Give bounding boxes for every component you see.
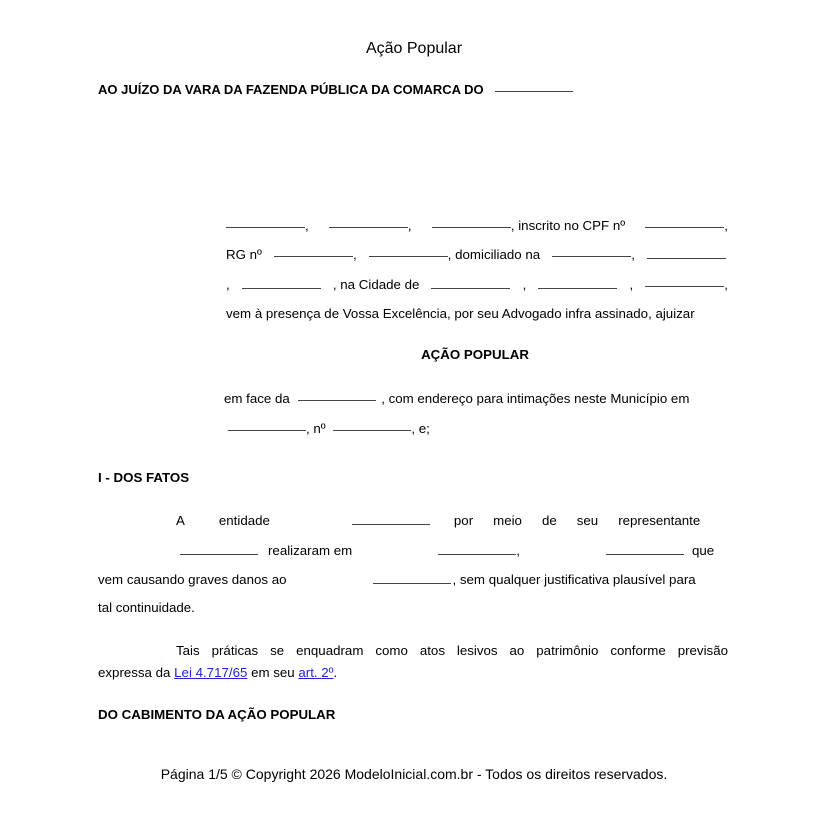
word: patrimônio [536,643,599,658]
separator: , [407,218,412,233]
word: enquadram [296,643,364,658]
address-label: , com endereço para intimações neste Município em [381,391,690,406]
separator: , [724,277,728,292]
qualification-line-2 [226,247,726,262]
separator: , [352,247,357,262]
addressee-line [98,82,573,97]
blank-field[interactable] [431,288,510,289]
document-title: Ação Popular [365,40,463,57]
section-heading-cabimento: DO CABIMENTO DA AÇÃO POPULAR [98,707,336,722]
blank-field[interactable] [373,583,451,584]
text: realizaram em [268,543,353,558]
blank-field[interactable] [645,286,724,287]
word: entidade [218,513,270,528]
facts-p1-line-3 [98,572,730,587]
section-heading-facts: I - DOS FATOS [98,470,190,485]
word: meio [493,513,522,528]
separator: , [724,218,728,233]
action-title: AÇÃO POPULAR [421,347,529,362]
blank-field[interactable] [369,256,448,257]
cpf-label: , inscrito no CPF nº [510,218,626,233]
text: em seu [251,665,295,680]
word: ao [509,643,525,658]
separator: , [629,277,634,292]
separator: , [226,277,230,292]
domicile-label: , domiciliado na [447,247,541,262]
blank-field[interactable] [242,288,321,289]
text: que [691,543,715,558]
blank-field[interactable] [432,227,511,228]
separator: , [516,543,520,558]
word: atos [419,643,445,658]
blank-field[interactable] [495,91,573,92]
facts-p1-line-1 [176,513,722,528]
separator: , [305,218,309,233]
blank-field[interactable] [329,227,408,228]
qualification-line-4: vem à presença de Vossa Excelência, por seu Advogado infra assinado, ajuizar [226,306,695,321]
word: previsão [677,643,728,658]
qualification-line-3 [226,277,728,292]
blank-field[interactable] [645,227,724,228]
separator: , [631,247,635,262]
defendant-label: em face da [224,391,290,406]
word: se [270,643,285,658]
facts-p1-line-2 [180,543,728,558]
text: , sem qualquer justificativa plausível para [452,572,696,587]
blank-field[interactable] [274,256,353,257]
defendant-line-1 [224,391,689,406]
word: seu [576,513,599,528]
page-footer: Página 1/5 © Copyright 2026 ModeloInicial.com.br - Todos os direitos reservados. [160,766,668,782]
rg-label: RG nº [226,247,262,262]
blank-field[interactable] [438,554,516,555]
word: Tais [176,643,200,658]
article-link[interactable]: art. 2º [298,665,334,680]
word: de [541,513,557,528]
blank-field[interactable] [647,258,726,259]
word: conforme [610,643,666,658]
text: expressa da [98,665,171,680]
defendant-line-2 [228,421,430,436]
text: vem causando graves danos ao [98,572,287,587]
blank-field[interactable] [552,256,631,257]
word: como [375,643,408,658]
word: lesivos [456,643,498,658]
law-link[interactable]: Lei 4.717/65 [174,665,248,680]
blank-field[interactable] [538,288,617,289]
word: por [453,513,474,528]
blank-field[interactable] [228,430,306,431]
blank-field[interactable] [226,227,305,228]
separator: , e; [411,421,430,436]
separator: , [522,277,527,292]
blank-field[interactable] [333,430,411,431]
text: . [333,665,338,680]
word: práticas [211,643,259,658]
blank-field[interactable] [298,400,376,401]
word: A [176,513,185,528]
addressee-text: AO JUÍZO DA VARA DA FAZENDA PÚBLICA DA COMARCA DO [98,82,484,97]
word: representante [618,513,701,528]
facts-p1-line-4: tal continuidade. [98,600,195,615]
city-label: , na Cidade de [332,277,420,292]
blank-field[interactable] [606,554,684,555]
facts-p2-line-1 [176,643,728,658]
blank-field[interactable] [180,554,258,555]
number-label: , nº [306,421,326,436]
facts-p2-line-2 [98,665,337,680]
qualification-line-1 [226,218,728,233]
blank-field[interactable] [352,524,430,525]
